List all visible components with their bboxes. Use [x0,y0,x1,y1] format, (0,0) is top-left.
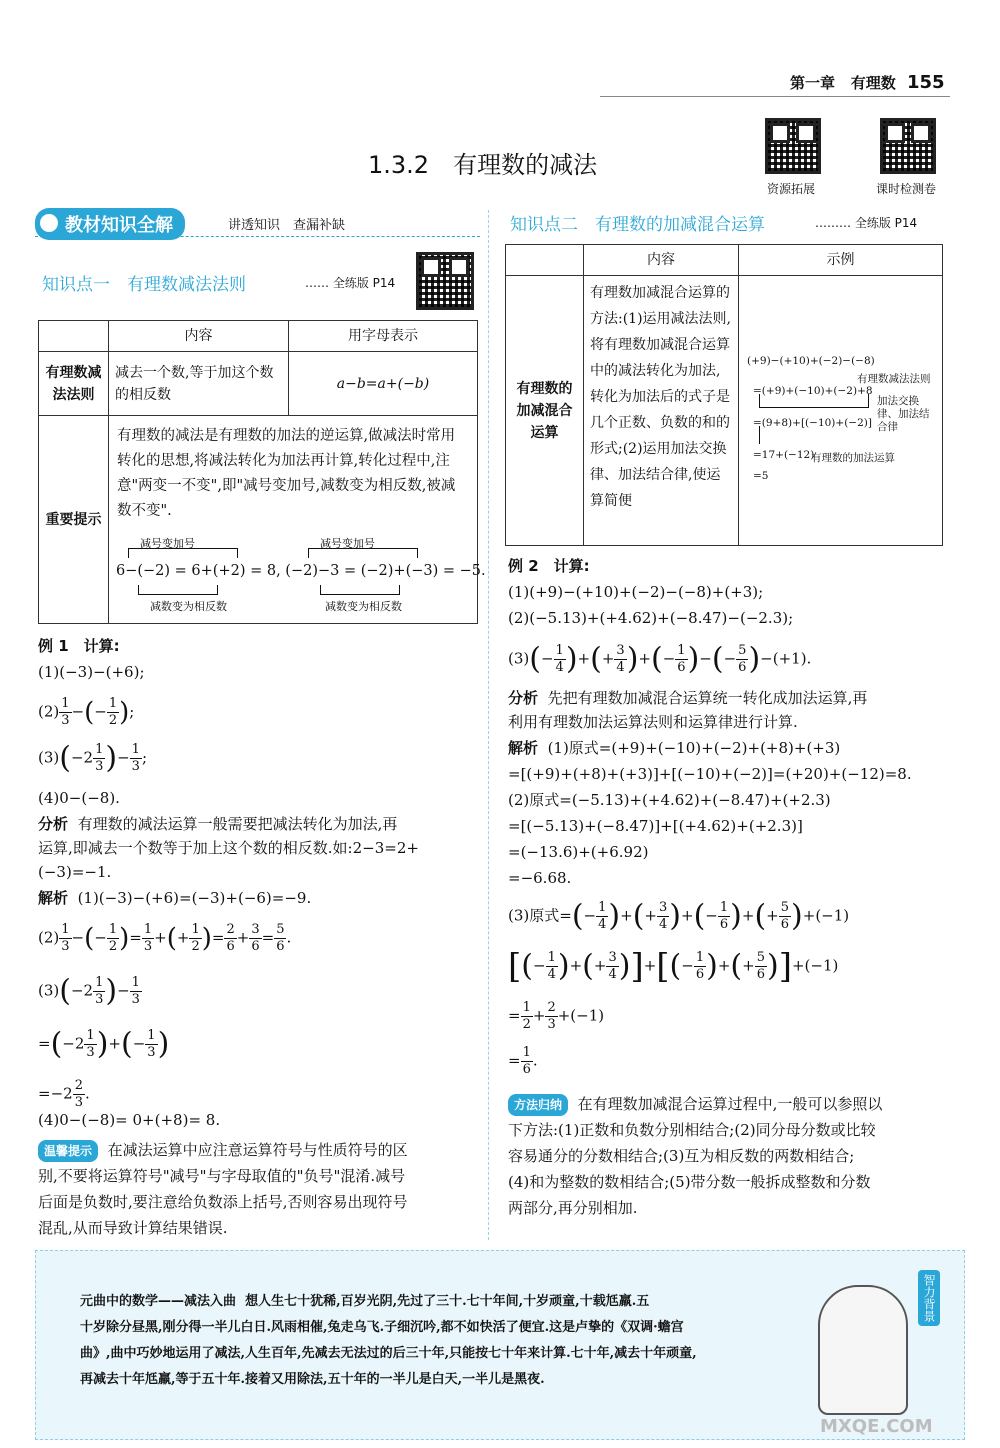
solution-2: (2) $\frac{1}{3}$ −(− $\frac{1}{2}$ )= $\frac{1}{3}$ +(+ $\frac{1}{2}$ )= $\frac{2}{6}$ + $\frac{3}{6}$ = $\frac{5}{6}$ . [38,922,292,954]
banner-icon [40,214,58,232]
culture-text-4: 再减去十年尪羸,等于五十年.接着又用除法,五十年的一半儿是白天,一半儿是黑夜. [80,1372,545,1387]
method-text-5: 两部分,再分别相加. [508,1199,638,1217]
analysis2-text-1: 先把有理数加减混合运算统一转化成加法运算,再 [547,689,868,707]
culture-text-3: 曲》,曲中巧妙地运用了减法,人生百年,先减去无法过的后三十年,只能按七十年来计算.七十年,减去十年顽童, [80,1346,697,1361]
example2-q2: (2)(−5.13)+(+4.62)+(−8.47)−(−2.3); [508,609,794,627]
table1-important-text: 有理数的减法是有理数的加法的逆运算,做减法时常用转化的思想,将减法转化为加法再计算,转化过程中,注意"两变一不变",即"减号变加号,减数变为相反数,被减数不变". [117,428,456,519]
method-text-1: 在有理数加减混合运算过程中,一般可以参照以 [577,1095,883,1113]
s2-line-6: =−6.68. [508,869,572,887]
ex-line-4: =17+(−12) [753,449,815,461]
s2-line-5: =(−13.6)+(+6.92) [508,843,649,861]
tip-line-1 [38,1140,408,1162]
culture-line-1 [80,1292,649,1312]
example2-q1: (1)(+9)−(+10)+(−2)−(−8)+(+3); [508,583,764,601]
table1-row1-head: 有理数减法法则 [39,352,109,416]
column-divider [488,210,489,1240]
solution-3b: =(−2 $\frac{1}{3}$ )+(− $\frac{1}{3}$ ) [38,1026,170,1062]
bracket-top-2 [308,548,418,558]
example1-title: 例 1 计算: [38,637,120,655]
qr-code-resource[interactable] [765,118,821,174]
bracket-bottom-1 [138,585,218,595]
example2-solution [508,738,840,758]
chapter-label: 第一章 [790,74,836,92]
ex-arrow-1 [759,394,869,408]
s2-line-3: (2)原式=(−5.13)+(+4.62)+(−8.47)+(+2.3) [508,791,831,809]
s2-part3-b: [(− $\frac{1}{4}$ )+(+ $\frac{3}{4}$ )]+[(− $\frac{1}{6}$ )+(+ $\frac{5}{6}$ )]+(−1) [508,946,839,987]
bracket-top-1 [128,548,238,558]
note-top-2: 减号变加号 [320,537,375,550]
example1-q2: (2) $\frac{1}{3}$ −(− $\frac{1}{2}$ ); [38,696,135,728]
qr-code-test[interactable] [880,118,936,174]
ex-note-1: 有理数减法法则 [857,373,931,385]
table2-row-head: 有理数的加减混合运算 [506,276,584,546]
analysis-text-3: (−3)=−1. [38,863,112,881]
tip-text-2: 别,不要将运算符号"减号"与字母取值的"负号"混淆.减号 [38,1167,406,1185]
kp2-title: 知识点二 有理数的加减混合运算 [510,215,765,235]
qr-code-kp1[interactable] [416,252,474,310]
analysis-label: 分析 [38,815,69,833]
ex-note-2: 加法交换律、加法结合律 [877,395,930,433]
ex-line-5: =5 [753,470,769,482]
analysis2-label: 分析 [508,689,539,707]
ex-arrow-2 [759,426,760,444]
method-tag: 方法归纳 [508,1094,568,1116]
banner-title: 教材知识全解 [65,215,173,236]
qr-label-resource: 资源拓展 [767,182,816,196]
example-equation: 6−(−2) = 6+(+2) = 8, (−2)−3 = (−2)+(−3) = −5. [116,563,486,579]
banner-subtitle: 讲透知识 查漏补缺 [228,218,346,233]
note-bottom-2: 减数变为相反数 [325,600,402,613]
example1-q1: (1)(−3)−(+6); [38,663,145,681]
s2-line-4: =[(−5.13)+(−8.47)]+[(+4.62)+(+2.3)] [508,817,803,835]
analysis-text-2: 运算,即减去一个数等于加上这个数的相反数.如:2−3=2+ [38,839,419,857]
bracket-bottom-2 [320,585,400,595]
table2-content: 有理数加减混合运算的方法:(1)运用减法法则,将有理数加减混合运算中的减法转化为加法,转化为加法后的式子是几个正数、负数的和的形式;(2)运用加法交换律、加法结合律,使运算简便 [584,276,739,546]
culture-title: 元曲中的数学——减法入曲 [80,1294,237,1309]
note-bottom-1: 减数变为相反数 [150,600,227,613]
example2-analysis [508,688,867,708]
solution-label: 解析 [38,889,69,907]
analysis-text-1: 有理数的减法运算一般需要把减法转化为加法,再 [77,815,398,833]
section-title: 1.3.2 有理数的减法 [368,151,598,179]
banner-rule [35,236,480,237]
table1-col-content: 内容 [109,321,289,352]
s2-part3-d: = $\frac{1}{6}$ . [508,1045,538,1077]
ex-line-1: (+9)−(+10)+(−2)−(−8) [747,355,875,367]
table1-row1-content: 减去一个数,等于加这个数的相反数 [109,352,289,416]
solution2-label: 解析 [508,739,539,757]
method-text-4: (4)和为整数的数相结合;(5)带分数一般拆成整数和分数 [508,1173,871,1191]
example1-q4: (4)0−(−8). [38,789,120,807]
scholar-portrait [818,1285,908,1415]
solution-4: (4)0−(−8)= 0+(+8)= 8. [38,1111,221,1129]
method-line-1 [508,1094,882,1116]
ex-line-3: =(9+8)+[(−10)+(−2)] [753,417,872,429]
kp2-ref: ……… 全练版 P14 [815,216,918,230]
header-rule [600,96,950,97]
method-text-3: 容易通分的分数相结合;(3)互为相反数的两数相结合; [508,1147,855,1165]
kp1-ref: …… 全练版 P14 [305,276,396,290]
tip-text-3: 后面是负数时,要注意给负数添上括号,否则容易出现符号 [38,1193,408,1211]
table1-row1-formula: a−b=a+(−b) [289,352,478,416]
table2-col-example: 示例 [739,245,943,276]
example1-analysis [38,814,397,834]
s2-line-1: (1)原式=(+9)+(−10)+(−2)+(+8)+(+3) [547,739,841,757]
tip-tag: 温馨提示 [38,1140,98,1162]
example1-q3: (3)(−2 $\frac{1}{3}$ )− $\frac{1}{3}$ ; [38,740,148,776]
ex-note-3: 有理数的加法运算 [811,452,895,464]
note-top-1: 减号变加号 [140,537,195,550]
example2-title: 例 2 计算: [508,557,590,575]
culture-text-2: 十岁除分昼黑,刚分得一半儿白日.风雨相催,兔走乌飞.子细沉吟,都不如快活了便宜.这是卢挚的《双调·蟾宫 [80,1320,684,1335]
s2-line-2: =[(+9)+(+8)+(+3)]+[(−10)+(−2)]=(+20)+(−12)=8. [508,765,912,783]
table1-row2-head: 重要提示 [39,416,109,624]
watermark: MXQE.COM [820,1416,933,1437]
chapter-title: 有理数 [850,74,896,92]
example1-solution [38,888,311,908]
culture-text-1: 想人生七十犹稀,百岁光阴,先过了三十.七十年间,十岁顽童,十载尪羸.五 [245,1294,650,1309]
analysis2-text-2: 利用有理数加法运算法则和运算律进行计算. [508,713,798,731]
solution-1: (1)(−3)−(+6)=(−3)+(−6)=−9. [77,889,312,907]
ex-line-2: =(+9)+(−10)+(−2)+8 [753,385,873,397]
mixed-op-table [505,244,943,546]
table1-col-letter: 用字母表示 [289,321,478,352]
qr-label-test: 课时检测卷 [876,182,937,196]
side-tag: 智力背景 [918,1270,940,1326]
tip-text-4: 混乱,从而导致计算结果错误. [38,1219,228,1237]
s2-part3-c: = $\frac{1}{2}$ + $\frac{2}{3}$ +(−1) [508,1000,605,1032]
s2-part3-a: (3)原式=(− $\frac{1}{4}$ )+(+ $\frac{3}{4}$ )+(− $\frac{1}{6}$ )+(+ $\frac{5}{6}$ )+(−1) [508,898,850,934]
example2-q3: (3)(− $\frac{1}{4}$ )+(+ $\frac{3}{4}$ )+(− $\frac{1}{6}$ )−(− $\frac{5}{6}$ )−(+1). [508,641,812,677]
running-header [790,72,945,93]
table2-col-content: 内容 [584,245,739,276]
kp1-title: 知识点一 有理数减法法则 [42,275,246,295]
method-text-2: 下方法:(1)正数和负数分别相结合;(2)同分母分数或比较 [508,1121,876,1139]
solution-3a: (3)(−2 $\frac{1}{3}$ )− $\frac{1}{3}$ [38,973,140,1009]
page-number: 155 [906,72,945,93]
tip-text-1: 在减法运算中应注意运算符号与性质符号的区 [107,1141,408,1159]
solution-3c: =−2 $\frac{2}{3}$ . [38,1078,90,1110]
